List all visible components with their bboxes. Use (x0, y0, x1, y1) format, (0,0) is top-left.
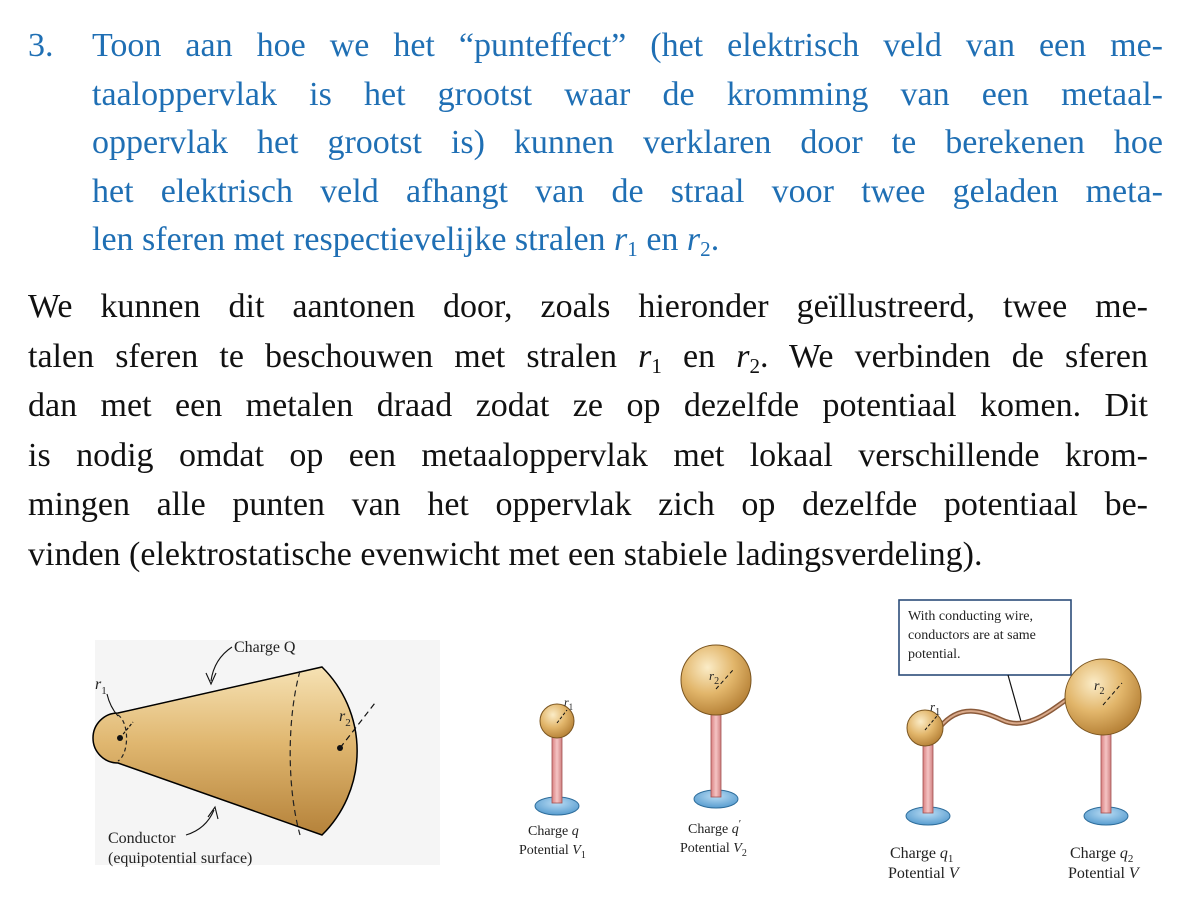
exercise-question (28, 22, 1163, 265)
math-variable: r (736, 337, 750, 375)
math-subscript: 1 (627, 236, 638, 261)
question-text: het elektrisch veld afhangt van de straal voor twee geladen meta- (92, 172, 1163, 210)
left-sphere-r-label: $r_1$ (930, 699, 941, 718)
answer-text: mingen alle punten van het oppervlak zich op dezelfde potentiaal be- (28, 486, 1148, 523)
answer-text: We kunnen dit aantonen door, zoals hieronder geïllustreerd, twee me- (28, 288, 1148, 325)
answer-line (28, 282, 1148, 332)
answer-line (28, 381, 1148, 431)
answer-text: is nodig omdat op een metaaloppervlak met lokaal verschillende krom- (28, 436, 1148, 474)
question-text: . (710, 221, 720, 258)
question-text: en (637, 221, 687, 258)
wire-note-line2: conductors are at same (908, 628, 1036, 643)
question-text: taaloppervlak is het grootst waar de kromming van een metaal- (92, 75, 1163, 113)
large-sphere-r-label: $r_2$ (709, 668, 720, 687)
question-text: Toon aan hoe we het “punteffect” (het elektrisch veld van een me- (92, 27, 1163, 64)
answer-paragraph (28, 282, 1148, 579)
small-stand-rod (552, 737, 562, 803)
math-symbol (638, 337, 662, 378)
right-connected-sphere (1065, 659, 1141, 735)
math-symbol (736, 337, 761, 378)
cone-r1-label: $r_1$ (95, 676, 107, 697)
answer-text: . We verbinden de sferen (760, 337, 1149, 375)
wire-note-line1: With conducting wire, (908, 609, 1034, 624)
math-variable: r (686, 221, 701, 258)
answer-text: talen sferen te beschouwen met stralen (28, 337, 639, 375)
left-sphere-potential-label: Potential V (888, 865, 959, 882)
exercise-number: 3. (28, 27, 54, 64)
answer-text: en (661, 337, 737, 375)
wire-note-line3: potential. (908, 647, 961, 662)
physics-figure (0, 585, 1200, 900)
question-line (92, 168, 1163, 217)
question-text: len sferen met respectievelijke stralen (92, 221, 615, 258)
right-sphere-r-label: $r_2$ (1094, 679, 1105, 697)
small-sphere-potential-label: Potential $V_1$ (519, 843, 586, 861)
math-subscript: 1 (651, 353, 662, 378)
cone-charge-label: Charge Q (234, 639, 296, 656)
answer-line (28, 480, 1148, 530)
math-symbol (614, 221, 638, 261)
left-sphere-charge-label: Charge $q_1$ (890, 845, 954, 865)
math-subscript: 2 (700, 236, 711, 261)
question-text (92, 22, 1163, 265)
cone-conductor-label: Conductor (108, 830, 176, 847)
large-sphere-charge-label: Charge q′ (688, 818, 742, 837)
wire-note-pointer (1008, 675, 1022, 725)
small-sphere-charge-label: Charge q (528, 824, 579, 839)
answer-line (28, 332, 1148, 382)
question-line (92, 216, 1163, 265)
cone-r2-label: $r_2$ (339, 708, 351, 729)
answer-line (28, 530, 1148, 580)
right-stand-rod (1101, 723, 1111, 813)
right-sphere-potential-label: Potential V (1068, 865, 1139, 882)
cone-conductor-sublabel: (equipotential surface) (108, 850, 253, 867)
right-sphere-charge-label: Charge $q_2$ (1070, 845, 1134, 865)
answer-line (28, 431, 1148, 481)
small-sphere-stand (519, 695, 586, 861)
question-text: oppervlak het grootst is) kunnen verklaren door te berekenen hoe (92, 124, 1163, 161)
math-subscript: 2 (749, 353, 761, 378)
connected-spheres (888, 600, 1141, 882)
question-line (92, 71, 1163, 120)
cone-conductor (93, 639, 440, 867)
math-symbol (686, 221, 711, 261)
math-variable: r (614, 221, 628, 258)
large-stand-rod (711, 703, 721, 797)
answer-text: dan met een metalen draad zodat ze op dezelfde potentiaal komen. Dit (28, 387, 1148, 424)
answer-text: vinden (elektrostatische evenwicht met een stabiele ladingsverdeling). (28, 535, 983, 573)
left-stand-rod (923, 745, 933, 813)
math-variable: r (638, 337, 652, 375)
question-line (92, 22, 1163, 71)
large-sphere-potential-label: Potential $V_2$ (680, 841, 747, 859)
large-sphere-stand (680, 645, 751, 859)
question-line (92, 119, 1163, 168)
small-sphere-r-label: $r_1$ (564, 695, 574, 712)
